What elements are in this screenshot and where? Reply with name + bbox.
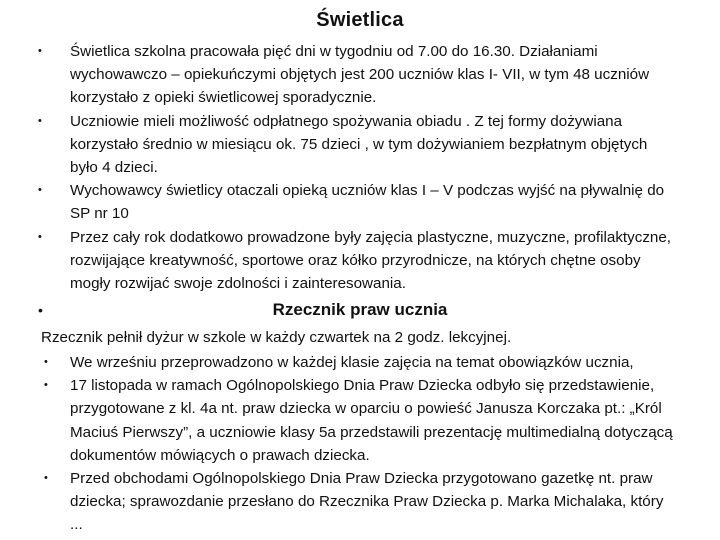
bullet-icon: • bbox=[44, 379, 48, 392]
bullet-icon: • bbox=[44, 356, 48, 368]
list-item bbox=[0, 226, 720, 296]
list-item-text: Świetlica szkolna pracowała pięć dni w tygodniu od 7.00 do 16.30. Działaniami wychowawczo – opiekuńczymi objętych jest 200 uczniów klas I- VII, w tym 48 uczniów korzystało z opieki świetlicowej sporadycznie. bbox=[70, 43, 650, 107]
bullet-icon: • bbox=[38, 302, 43, 318]
list-item bbox=[0, 179, 720, 225]
list-item-text: Przed obchodami Ogólnopolskiego Dnia Praw Dziecka przygotowano gazetkę nt. praw dziecka; sprawozdanie przesłano do Rzecznika Praw Dziecka p. Marka Michalaka, który ... bbox=[70, 470, 664, 534]
bullet-icon: • bbox=[38, 45, 42, 57]
list-item bbox=[0, 351, 720, 374]
list-item bbox=[0, 374, 720, 467]
list-item-text: Uczniowie mieli możliwość odpłatnego spożywania obiadu . Z tej formy dożywiana korzystało średnio w miesiącu ok. 75 dzieci , w tym dożywianiem bezpłatnym objętych było 4 dzieci. bbox=[70, 112, 648, 177]
list-item bbox=[0, 467, 720, 537]
bullet-icon: • bbox=[38, 184, 42, 197]
bullet-icon: • bbox=[38, 230, 42, 243]
rzecznik-list bbox=[0, 351, 720, 537]
list-item-text: 17 listopada w ramach Ogólnopolskiego Dnia Praw Dziecka odbyło się przedstawienie, przygotowane z kl. 4a nt. praw dziecka w oparciu o powieść Janusza Korczaka pt.: „Król Maciuś Pierwszy”, a uczniowie klasy 5a przedstawili prezentację multimedialną dotyczącą dokumentów mówiących o prawach dziecka. bbox=[70, 377, 673, 464]
list-item bbox=[0, 40, 720, 110]
list-item-text: We wrześniu przeprowadzono w każdej klasie zajęcia na temat obowiązków ucznia, bbox=[70, 354, 634, 371]
bullet-icon: • bbox=[44, 472, 48, 485]
page-title: Świetlica bbox=[316, 9, 404, 31]
subheading-row bbox=[0, 297, 720, 323]
paragraph: Rzecznik pełnił dyżur w szkole w każdy czwartek na 2 godz. lekcyjnej. bbox=[41, 329, 512, 346]
list-item bbox=[0, 110, 720, 180]
list-item-text: Przez cały rok dodatkowo prowadzone były zajęcia plastyczne, muzyczne, profilaktyczne, rozwijające kreatywność, sportowe oraz kółko przyrodnicze, na których chętne osoby mogły rozwijać swoje zdolności i zainteresowania. bbox=[70, 228, 672, 293]
swietlica-list bbox=[0, 40, 720, 295]
section-heading: Rzecznik praw ucznia bbox=[272, 300, 448, 319]
list-item-text: Wychowawcy świetlicy otaczali opieką uczniów klas I – V podczas wyjść na pływalnię do SP nr 10 bbox=[70, 182, 665, 223]
bullet-icon: • bbox=[38, 114, 42, 127]
